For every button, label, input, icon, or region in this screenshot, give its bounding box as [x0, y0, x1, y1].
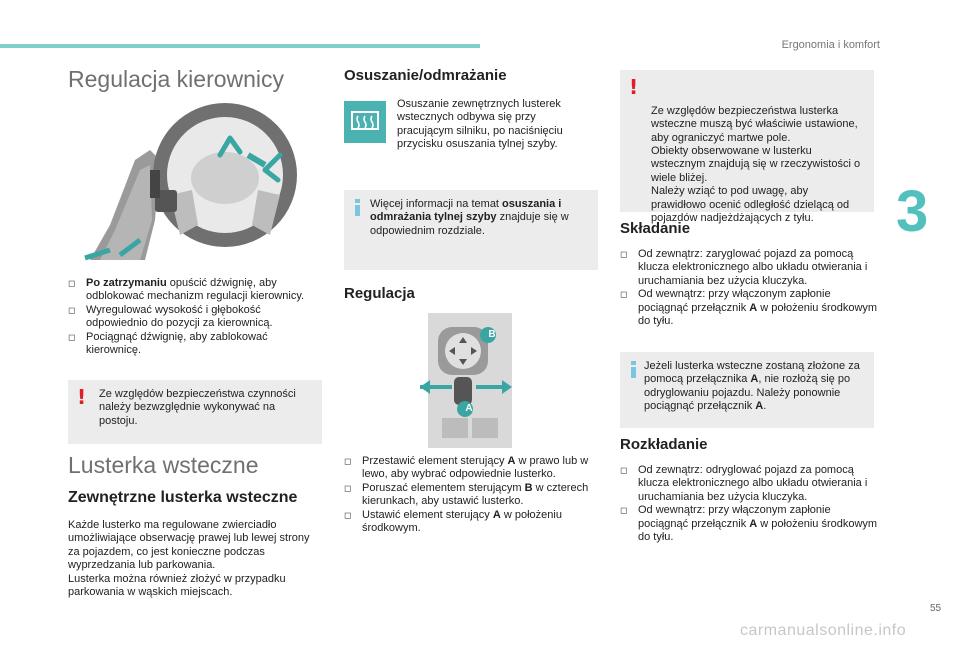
list-item: ◻ Przestawić element sterujący A w prawo lub w lewo, aby wybrać odpowiednie lusterko.	[344, 455, 602, 482]
page-number: 55	[930, 603, 942, 614]
chapter-number: 3	[896, 179, 929, 244]
adjust-title: Regulacja	[344, 285, 415, 302]
label-b: B	[488, 329, 496, 340]
steering-wheel-figure	[80, 100, 300, 262]
warning-box: ! Ze względów bezpieczeństwa czynności należy bezwzględnie wykonywać na postoju.	[68, 380, 322, 444]
header-accent-bar	[0, 44, 480, 48]
warning-icon: !	[629, 75, 639, 99]
rear-defrost-icon	[344, 101, 386, 143]
list-item: ◻ Ustawić element sterujący A w położeniu środkowym.	[344, 509, 602, 536]
list-item: ◻ Od zewnątrz: odryglować pojazd za pomocą klucza elektronicznego albo układu otwierania i uruchamiania bez użycia kluczyka.	[620, 464, 878, 504]
warning-icon: !	[77, 385, 87, 409]
warning-box-right: ! Ze względów bezpieczeństwa lusterka wsteczne muszą być właściwie ustawione, aby ograniczyć martwe pole. Obiekty obserwowane w lusterku wstecznym znajdują się w rzeczywistości o wiele bliżej. Należy wziąć to pod uwagę, aby prawidłowo ocenić odległość dzielącą od pojazdów nadjeżdżających z tyłu.	[620, 70, 874, 212]
watermark: carmanualsonline.info	[740, 622, 907, 639]
section-title: Ergonomia i komfort	[781, 39, 880, 51]
list-item: ◻ Wyregulować wysokość i głębokość odpowiednio do pozycji za kierownicą.	[68, 304, 318, 331]
info-icon	[355, 199, 360, 216]
list-item: ◻ Od wewnątrz: przy włączonym zapłonie pociągnąć przełącznik A w położeniu środkowym do tyłu.	[620, 504, 878, 544]
unfold-steps	[620, 464, 878, 544]
defrost-title: Osuszanie/odmrażanie	[344, 67, 507, 84]
defrost-text: Osuszanie zewnętrznych lusterek wstecznych odbywa się przy pracującym silniku, po naciśnięciu przycisku osuszania tylnej szyby.	[397, 98, 563, 151]
info-box-fold: Jeżeli lusterka wsteczne zostaną złożone za pomocą przełącznika A, nie rozłożą się po odryglowaniu pojazdu. Należy ponownie pociągnąć przełącznik A.	[620, 352, 874, 428]
steering-steps	[68, 277, 318, 357]
fold-title: Składanie	[620, 220, 691, 237]
adjust-steps	[344, 455, 602, 535]
mirrors-subtitle: Zewnętrzne lusterka wsteczne	[68, 489, 298, 506]
fold-steps	[620, 248, 878, 328]
mirrors-title: Lusterka wsteczne	[68, 452, 259, 478]
mirror-control-figure	[420, 313, 520, 448]
label-a: A	[465, 403, 473, 414]
list-item: ◻ Od wewnątrz: przy włączonym zapłonie pociągnąć przełącznik A w położeniu środkowym do tyłu.	[620, 288, 878, 328]
list-item: ◻ Po zatrzymaniu opuścić dźwignię, aby odblokować mechanizm regulacji kierownicy.	[68, 277, 318, 304]
list-item: ◻ Poruszać elementem sterującym B w czterech kierunkach, aby ustawić lusterko.	[344, 482, 602, 509]
list-item: ◻ Pociągnąć dźwignię, aby zablokować kierownicę.	[68, 331, 318, 358]
info-box-defrost: Więcej informacji na temat osuszania i odmrażania tylnej szyby znajduje się w odpowiednim rozdziale.	[344, 190, 598, 270]
info-icon	[631, 361, 636, 378]
unfold-title: Rozkładanie	[620, 436, 708, 453]
steering-title: Regulacja kierownicy	[68, 66, 285, 92]
mirrors-text: Każde lusterko ma regulowane zwierciadło umożliwiające obserwację prawej lub lewej strony za pojazdem, co jest konieczne podczas wyprzedzania lub parkowania. Lusterka można również złożyć w przypadku parkowania w wąskich miejscach.	[68, 519, 310, 599]
list-item: ◻ Od zewnątrz: zaryglować pojazd za pomocą klucza elektronicznego albo układu otwierania i uruchamiania bez użycia kluczyka.	[620, 248, 878, 288]
